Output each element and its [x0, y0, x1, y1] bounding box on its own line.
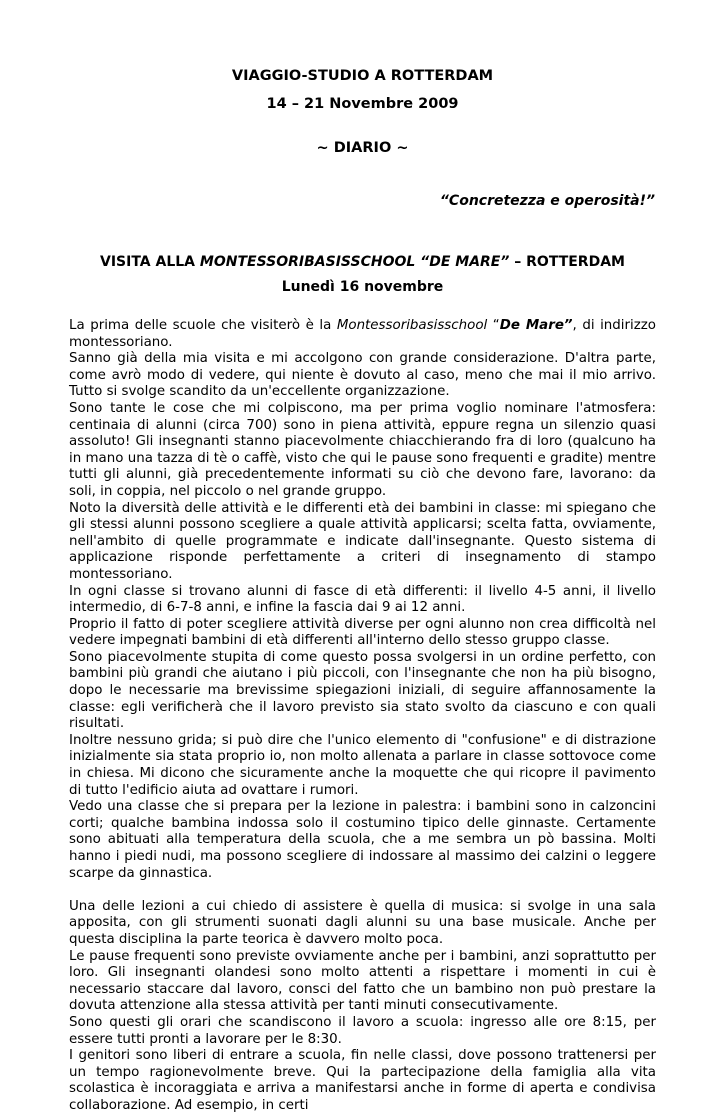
- paragraph: Sono questi gli orari che scandiscono il lavoro a scuola: ingresso alle ore 8:15, per essere tutti pronti a lavorare per le 8:30.: [69, 1014, 656, 1047]
- document-title: VIAGGIO-STUDIO A ROTTERDAM: [231, 68, 494, 84]
- intro-part-a: La prima delle scuole che visiterò è la: [69, 318, 337, 333]
- section-heading-suffix: – ROTTERDAM: [509, 254, 625, 270]
- paragraph: Proprio il fatto di poter scegliere attività diverse per ogni alunno non crea difficoltà nel vedere impegnati bambini di età differenti all'interno dello stesso gruppo classe.: [69, 616, 656, 649]
- section-heading-prefix: VISITA ALLA: [100, 254, 200, 270]
- paragraph: I genitori sono liberi di entrare a scuola, fin nelle classi, dove possono trattenersi per un tempo ragionevolmente breve. Qui la partecipazione della famiglia alla vita scolastica è incoraggiata e arriva a manifestarsi anche in forme di aperta e condivisa collaborazione. Ad esempio, in certi: [69, 1048, 656, 1113]
- paragraph: Vedo una classe che si prepara per la lezione in palestra: i bambini sono in calzoncini corti; qualche bambina indossa solo il costumino tipico delle ginnaste. Certamente sono abituati alla temperatura della scuola, che a me sembra un pò bassina. Molti hanno i piedi nudi, ma possono scegliere di indossare al massimo dei calzini o leggere scarpe da ginnastica.: [69, 799, 656, 881]
- paragraph: Noto la diversità delle attività e le differenti età dei bambini in classe: mi spiegano che gli stessi alunni possono scegliere a quale attività applicarsi; scelta fatta, ovviamente, nell'ambito di quelle programmate e indicate dall'insegnante. Questo sistema di applicazione risponde perfettamente a criteri di insegnamento di stampo montessoriano.: [69, 500, 656, 582]
- paragraph: In ogni classe si trovano alunni di fasce di età differenti: il livello 4-5 anni, il livello intermedio, di 6-7-8 anni, e infine la fascia dai 9 ai 12 anni.: [69, 583, 656, 616]
- section-heading: [0, 254, 725, 270]
- paragraph: Una delle lezioni a cui chiedo di assistere è quella di musica: si svolge in una sala apposita, con gli strumenti suonati dagli alunni su una base musicale. Anche per questa disciplina la parte teorica è davvero molto poca.: [69, 898, 656, 947]
- section-heading-school: MONTESSORIBASISSCHOOL “DE MARE”: [199, 254, 510, 270]
- intro-school: Montessoribasisschool: [336, 318, 488, 333]
- paragraph: Inoltre nessuno grida; si può dire che l'unico elemento di "confusione" e di distrazione inizialmente sia stata proprio io, non molto allenata a parlare in classe sottovoce come in chiesa. Mi dicono che sicuramente anche la moquette che qui ricopre il pavimento di tutto l'edificio aiuta ad ovattare i rumori.: [69, 732, 656, 798]
- section-date: Lunedì 16 novembre: [281, 279, 444, 295]
- paragraph: Sono tante le cose che mi colpiscono, ma per prima voglio nominare l'atmosfera: centinaia di alunni (circa 700) sono in piena attività, eppure regna un silenzio quasi assoluto! Gli insegnanti stanno piacevolmente chiacchierando fra di loro (qualcuno ha in mano una tazza di tè o caffè, visto che qui le pause sono frequenti e gradite) mentre tutti gli alunni, già precedentemente informati su ciò che devono fare, lavorano: da soli, in coppia, nel piccolo o nel grande gruppo.: [69, 400, 656, 499]
- motto: “Concretezza e operosità!”: [439, 193, 655, 209]
- paragraph-intro: [69, 318, 656, 351]
- intro-school-name: De Mare”: [499, 318, 573, 333]
- diary-body: [69, 318, 656, 1115]
- intro-part-c: , di indirizzo montessoriano.: [69, 318, 656, 350]
- intro-part-b: “: [487, 318, 500, 333]
- trip-dates: 14 – 21 Novembre 2009: [266, 96, 459, 112]
- paragraph: Sanno già della mia visita e mi accolgono con grande considerazione. D'altra parte, come avrò modo di vedere, qui niente è dovuto al caso, meno che mai il mio arrivo. Tutto si svolge scandito da un'eccellente organizzazione.: [69, 351, 656, 400]
- paragraph: Le pause frequenti sono previste ovviamente anche per i bambini, anzi soprattutto per loro. Gli insegnanti olandesi sono molto attenti a rispettare i momenti in cui è necessario staccare dal lavoro, consci del fatto che un bambino non può prestare la dovuta attenzione alla stessa attività per tanti minuti consecutivamente.: [69, 948, 656, 1014]
- diary-heading: ~ DIARIO ~: [316, 140, 409, 156]
- paragraph: Sono piacevolmente stupita di come questo possa svolgersi in un ordine perfetto, con bambini più grandi che aiutano i più piccoli, con l'insegnante che non ha più bisogno, dopo le necessarie ma brevissime spiegazioni iniziali, di seguire affannosamente la classe: egli verificherà che il lavoro previsto sia stato svolto da ciascuno e con quali risultati.: [69, 649, 656, 732]
